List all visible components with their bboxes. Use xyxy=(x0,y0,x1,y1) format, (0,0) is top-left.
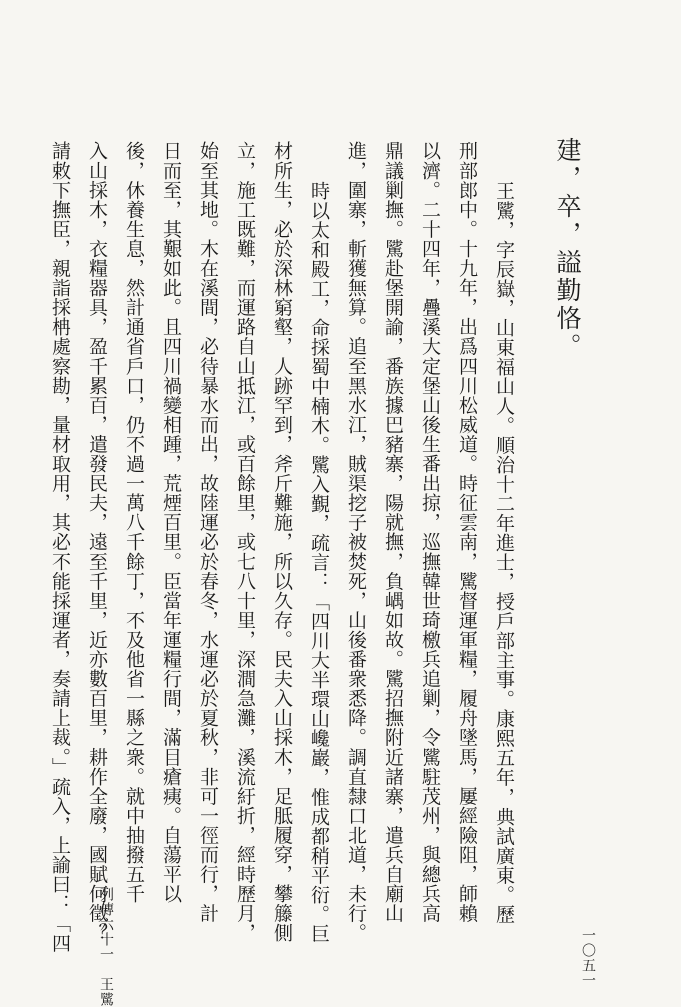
text-column-10: 日而至，其艱如此。且四川禍變相踵，荒煙百里。臣當年運糧行間，滿目瘡痍。自蕩平以 xyxy=(160,141,182,904)
text-column-12: 入山採木，衣糧器具，盈千累百，遣發民夫，遠至千里，近亦數百里，耕作全廢，國賦何徵？ xyxy=(86,141,108,943)
text-column-6: 時以太和殿工，命採蜀中楠木。騭入覲，疏言：「四川大半環山巉巖，惟成都稍平衍。巨 xyxy=(308,181,330,944)
text-column-1: 王騭，字辰嶽，山東福山人。順治十二年進士，授戶部主事。康熙五年，典試廣東。歷 xyxy=(493,181,515,924)
text-column-2: 刑部郎中。十九年，出爲四川松威道。時征雲南，騭督運軍糧，履舟墜馬，屢經險阻，師賴 xyxy=(456,141,478,923)
text-column-11: 後，休養生息，然計通省戶口，仍不過一萬八千餘丁，不及他省一縣之衆。就中抽撥五千 xyxy=(123,141,145,904)
page-number: 一〇五一 xyxy=(580,928,596,988)
text-column-13: 請敕下撫臣，親詣採柟處察勘，量材取用，其必不能採運者，奏請上裁。」疏入，上諭曰：「四 xyxy=(49,141,71,953)
running-head: 列傳六十一 王騭 xyxy=(98,887,114,1007)
text-column-5: 進，圍寨，斬獲無算。追至黑水江，賊渠挖子被焚死，山後番衆悉降。調直隸口北道，未行。 xyxy=(345,141,367,943)
text-column-9: 始至其地。木在溪間，必待暴水而出，故陸運必於春冬，水運必於夏秋，非可一徑而行，計 xyxy=(197,141,219,923)
previous-entry-closing-line: 建，卒，謚勤恪。 xyxy=(553,137,582,361)
text-column-7: 材所生，必於深林窮壑，人跡罕到，斧斤難施，所以久存。民夫入山採木，足胝履穿，攀籐側 xyxy=(271,141,293,943)
text-column-8: 立，施工既難，而運路自山抵江，或百餘里，或七八十里，深澗急灘，溪流紆折，經時歷月， xyxy=(234,141,256,943)
text-column-4: 鼎議剿撫。騭赴堡開諭，番族據巴豬寨，陽就撫，負嵎如故。騭招撫附近諸寨，遣兵自廟山 xyxy=(382,141,404,923)
text-column-3: 以濟。二十四年，疊溪大定堡山後生番出掠，巡撫韓世琦檄兵追剿，令騭駐茂州，與總兵高 xyxy=(419,141,441,923)
